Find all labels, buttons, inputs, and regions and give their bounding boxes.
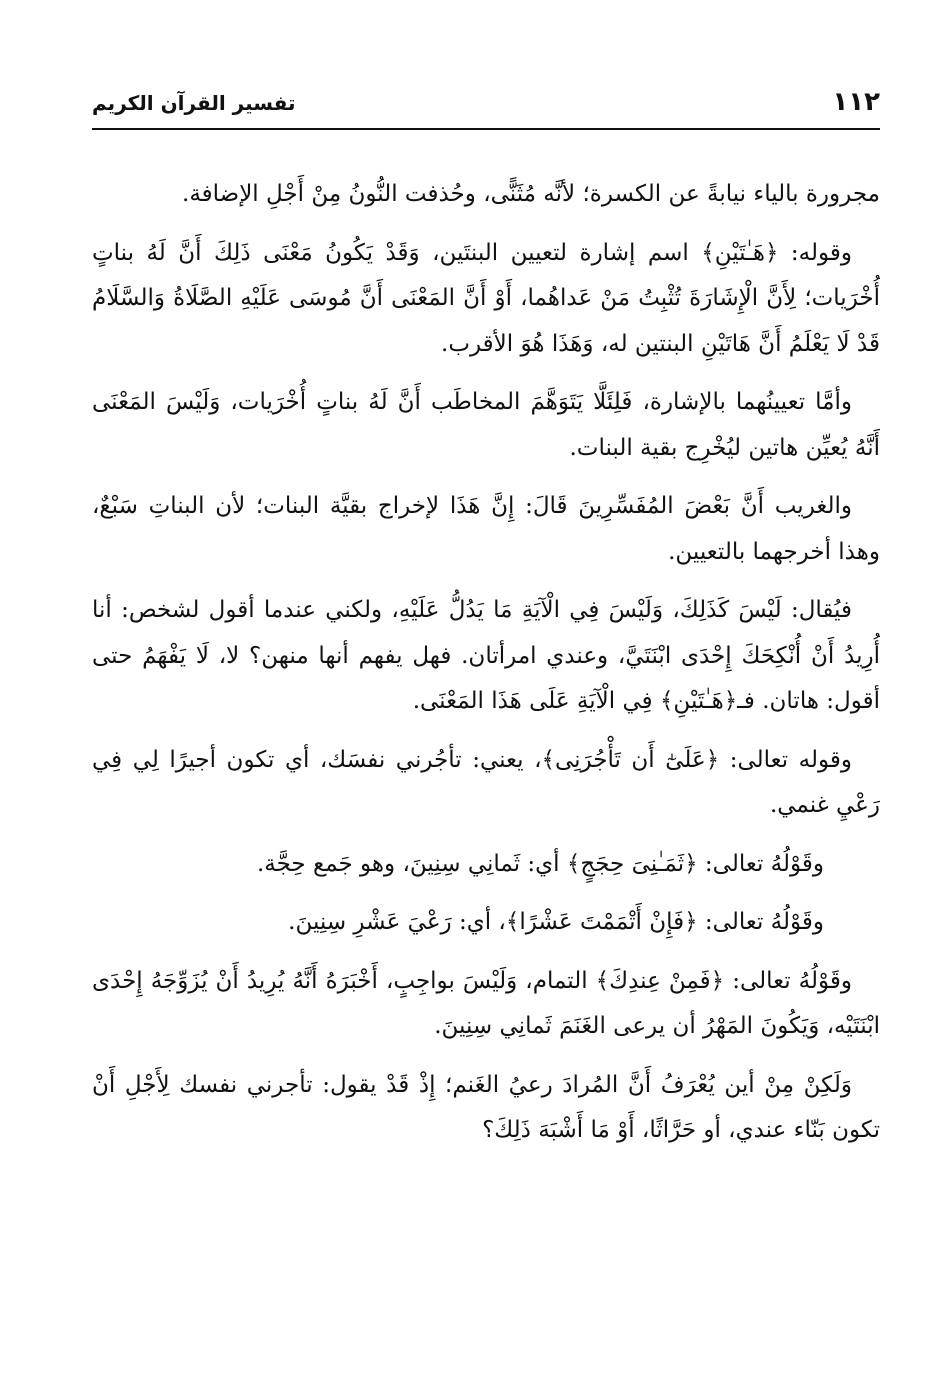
paragraph: وقَوْلُهُ تعالى: ﴿فَإِنْ أَتْمَمْتَ عَشْرًا﴾، أي: رَعْيَ عَشْرِ سِنِينَ. xyxy=(288,909,824,935)
paragraph: وَلَكِنْ مِنْ أين يُعْرَفُ أَنَّ المُرادَ رعيُ الغَنم؛ إِذْ قَدْ يقول: تأجرني نفسك لِأَجْلِ أَنْ تكون بَنّاء عندي، أو حَرَّاثًا، أَوْ مَا أَشْبَهَ ذَلِكَ؟ xyxy=(92,1071,880,1143)
header-rule xyxy=(92,128,880,130)
paragraph: وأمَّا تعيينُهما بالإشارة، فَلِئَلَّا يَتَوَهَّمَ المخاطَب أَنَّ لَهُ بناتٍ أُخْرَيات، وَلَيْسَ المَعْنَى أَنَّهُ يُعيِّن هاتين ليُخْرِج بقية البنات. xyxy=(92,389,880,461)
paragraph: وقَوْلُهُ تعالى: ﴿فَمِنْ عِندِكَ﴾ التمام، وَلَيْسَ بواجِبٍ، أَخْبَرَهُ أَنَّهُ يُرِيدُ أَنْ يُزَوِّجَهُ إِحْدَى ابْنَتَيْه، وَيَكُونَ المَهْرُ أن يرعى الغَنَمَ ثَمانِي سِنِينَ. xyxy=(92,967,880,1039)
body-text xyxy=(92,172,880,1167)
paragraph: مجرورة بالياء نيابةً عن الكسرة؛ لأنَّه مُثَنًّى، وحُذفت النُّونُ مِنْ أَجْلِ الإضافة. xyxy=(182,181,880,207)
page-number: ١١٢ xyxy=(832,87,880,117)
paragraph: وقوله تعالى: ﴿عَلَىٰٓ أَن تَأْجُرَنِى﴾، يعني: تأجُرني نفسَك، أي تكون أجيرًا لِي فِي رَعْيِ غنمي. xyxy=(92,746,880,818)
paragraph: والغريب أَنَّ بَعْضَ المُفَسِّرِينَ قَالَ: إِنَّ هَذَا لإخراج بقيَّة البنات؛ لأن البناتِ سَبْعٌ، وهذا أخرجهما بالتعيين. xyxy=(92,493,880,565)
paragraph: وقَوْلُهُ تعالى: ﴿ثَمَـٰنِىَ حِجَجٍ﴾ أي: ثَمانِي سِنِينَ، وهو جَمع حِجَّة. xyxy=(256,850,824,877)
paragraph: وقوله: ﴿هَـٰتَيْنِ﴾ اسم إشارة لتعيين البنتَين، وَقَدْ يَكُونُ مَعْنَى ذَلِكَ أَنَّ لَهُ بناتٍ أُخْرَيات؛ لِأَنَّ الْإِشَارَةَ تُثْبِتُ مَنْ عَداهُما، أَوْ أَنَّ المَعْنَى أَنَّ مُوسَى عَلَيْهِ الصَّلَاةُ وَالسَّلَامُ قَدْ لَا يَعْلَمُ أَنَّ هَاتَيْنِ البنتين له، وَهَذَا هُوَ الأقرب. xyxy=(92,239,880,357)
paragraph: فيُقال: لَيْسَ كَذَلِكَ، وَلَيْسَ فِي الْآيَةِ مَا يَدُلُّ عَلَيْهِ، ولكني عندما أقول لشخص: أنا أُرِيدُ أَنْ أُنْكِحَكَ إِحْدَى ابْنَتَيَّ، وعندي امرأتان. فهل يفهم أنها منهن؟ لا، لَا يَفْهَمُ حتى أقول: هاتان. فـ﴿هَـٰتَيْنِ﴾ فِي الْآيَةِ عَلَى هَذَا المَعْنَى. xyxy=(92,597,880,714)
page-header xyxy=(92,86,880,128)
running-title: تفسير القرآن الكريم xyxy=(92,91,296,115)
